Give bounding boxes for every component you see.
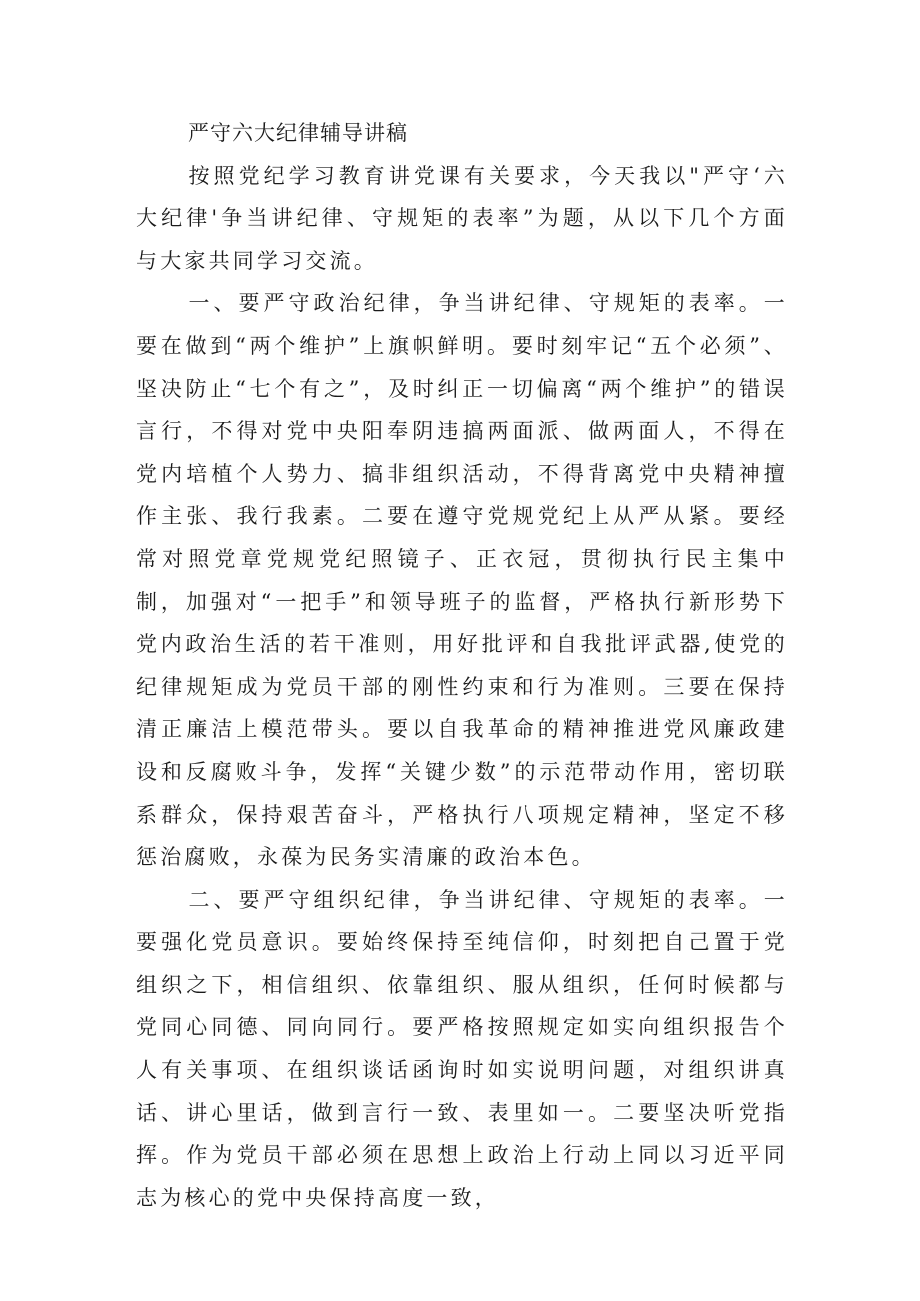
paragraph-organizational-discipline: 二、要严守组织纪律，争当讲纪律、守规矩的表率。一要强化党员意识。要始终保持至纯信仰，时刻把自己置于党组织之下，相信组织、依靠组织、服从组织，任何时候都与党同心同德、同向同行。要严格按照规定如实向组织报告个人有关事项、在组织谈话函询时如实说明问题，对组织讲真话、讲心里话，做到言行一致、表里如一。二要坚决听党指挥。作为党员干部必须在思想上政治上行动上同以习近平同志为核心的党中央保持高度一致， (136, 887, 788, 1210)
document-title: 严守六大纪律辅导讲稿 (188, 121, 408, 145)
document-body (136, 112, 788, 1219)
paragraph-political-discipline: 一、要严守政治纪律，争当讲纪律、守规矩的表率。一要在做到“两个维护”上旗帜鲜明。要时刻牢记“五个必须”、坚决防止“七个有之”，及时纠正一切偏离“两个维护”的错误言行，不得对党中央阳奉阴违搞两面派、做两面人，不得在党内培植个人势力、搞非组织活动，不得背离党中央精神擅作主张、我行我素。二要在遵守党规党纪上从严从紧。要经常对照党章党规党纪照镜子、正衣冠，贯彻执行民主集中制，加强对“一把手”和领导班子的监督，严格执行新形势下党内政治生活的若干准则，用好批评和自我批评武器,使党的纪律规矩成为党员干部的刚性约束和行为准则。三要在保持清正廉洁上模范带头。要以自我革命的精神推进党风廉政建设和反腐败斗争，发挥“关键少数”的示范带动作用，密切联系群众，保持艰苦奋斗，严格执行八项规定精神，坚定不移惩治腐败，永葆为民务实清廉的政治本色。 (136, 291, 788, 870)
paragraph-intro: 按照党纪学习教育讲党课有关要求，今天我以"严守‘六大纪律'争当讲纪律、守规矩的表率”为题，从以下几个方面与大家共同学习交流。 (136, 163, 788, 273)
